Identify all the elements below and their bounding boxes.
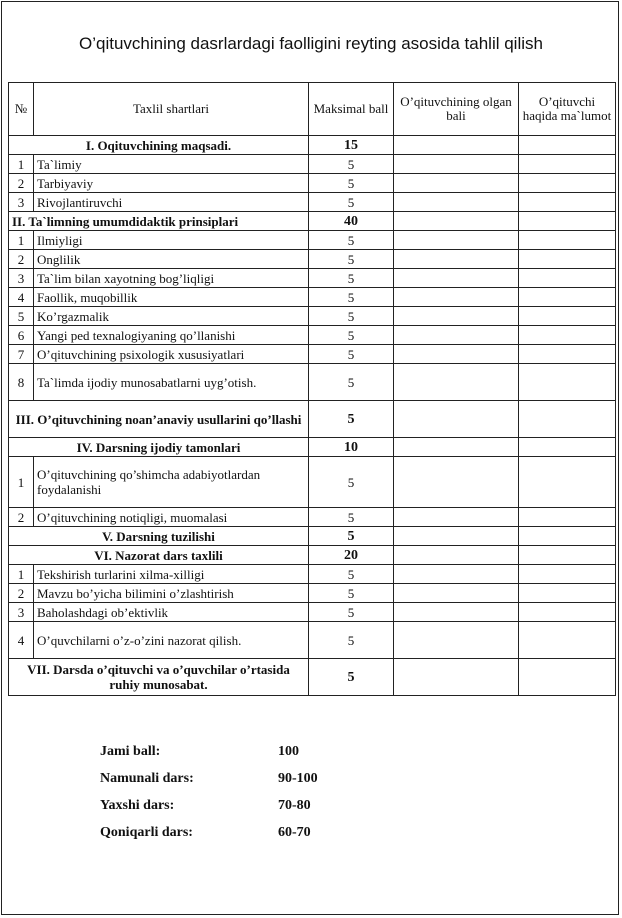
row-number: 1 — [9, 231, 34, 250]
criteria-label: Rivojlantiruvchi — [34, 193, 309, 212]
section-max-score: 5 — [309, 659, 394, 696]
teacher-info-cell — [519, 174, 616, 193]
teacher-score-cell — [394, 622, 519, 659]
teacher-info-cell — [519, 603, 616, 622]
criteria-label: O’qituvchining psixologik xususiyatlari — [34, 345, 309, 364]
summary-value: 90-100 — [278, 771, 318, 786]
teacher-score-cell — [394, 288, 519, 307]
teacher-score-cell — [394, 603, 519, 622]
max-score: 5 — [309, 603, 394, 622]
section-title: II. Ta`limning umumdidaktik prinsiplari — [9, 212, 309, 231]
criteria-row — [9, 622, 616, 659]
teacher-score-cell — [394, 136, 519, 155]
row-number: 3 — [9, 193, 34, 212]
summary-label: Qoniqarli dars: — [100, 825, 193, 840]
criteria-row — [9, 155, 616, 174]
section-row — [9, 401, 616, 438]
criteria-label: Mavzu bo’yicha bilimini o’zlashtirish — [34, 584, 309, 603]
header-teacher-score: O’qituvchining olgan bali — [394, 83, 519, 136]
criteria-row — [9, 584, 616, 603]
header-max-score: Maksimal ball — [309, 83, 394, 136]
summary-value: 70-80 — [278, 798, 311, 813]
section-max-score: 20 — [309, 546, 394, 565]
teacher-info-cell — [519, 401, 616, 438]
summary-value: 60-70 — [278, 825, 311, 840]
teacher-info-cell — [519, 231, 616, 250]
row-number: 8 — [9, 364, 34, 401]
teacher-info-cell — [519, 155, 616, 174]
row-number: 2 — [9, 250, 34, 269]
max-score: 5 — [309, 622, 394, 659]
summary-label: Jami ball: — [100, 744, 161, 759]
teacher-score-cell — [394, 401, 519, 438]
section-title: VII. Darsda o’qituvchi va o’quvchilar o’rtasida ruhiy munosabat. — [9, 659, 309, 696]
teacher-info-cell — [519, 584, 616, 603]
teacher-score-cell — [394, 212, 519, 231]
teacher-score-cell — [394, 174, 519, 193]
criteria-label: Ta`lim bilan xayotning bog’liqligi — [34, 269, 309, 288]
teacher-score-cell — [394, 508, 519, 527]
max-score: 5 — [309, 193, 394, 212]
criteria-row — [9, 307, 616, 326]
teacher-info-cell — [519, 438, 616, 457]
row-number: 2 — [9, 584, 34, 603]
max-score: 5 — [309, 565, 394, 584]
criteria-label: Tarbiyaviy — [34, 174, 309, 193]
teacher-info-cell — [519, 508, 616, 527]
teacher-score-cell — [394, 193, 519, 212]
table-body — [9, 136, 616, 696]
table-header-row — [9, 83, 616, 136]
section-max-score: 10 — [309, 438, 394, 457]
teacher-info-cell — [519, 527, 616, 546]
teacher-info-cell — [519, 250, 616, 269]
max-score: 5 — [309, 288, 394, 307]
criteria-row — [9, 565, 616, 584]
section-row — [9, 212, 616, 231]
criteria-row — [9, 193, 616, 212]
criteria-row — [9, 457, 616, 508]
teacher-info-cell — [519, 136, 616, 155]
teacher-score-cell — [394, 527, 519, 546]
teacher-info-cell — [519, 659, 616, 696]
teacher-score-cell — [394, 326, 519, 345]
section-row — [9, 136, 616, 155]
teacher-score-cell — [394, 364, 519, 401]
teacher-score-cell — [394, 546, 519, 565]
teacher-info-cell — [519, 622, 616, 659]
max-score: 5 — [309, 326, 394, 345]
teacher-info-cell — [519, 212, 616, 231]
row-number: 4 — [9, 288, 34, 307]
teacher-info-cell — [519, 307, 616, 326]
summary-label: Yaxshi dars: — [100, 798, 175, 813]
row-number: 3 — [9, 269, 34, 288]
teacher-info-cell — [519, 457, 616, 508]
max-score: 5 — [309, 345, 394, 364]
section-max-score: 5 — [309, 527, 394, 546]
row-number: 2 — [9, 174, 34, 193]
criteria-row — [9, 231, 616, 250]
score-summary — [100, 744, 400, 852]
criteria-label: O’quvchilarni o’z-o’zini nazorat qilish. — [34, 622, 309, 659]
section-title: V. Darsning tuzilishi — [9, 527, 309, 546]
teacher-score-cell — [394, 457, 519, 508]
max-score: 5 — [309, 457, 394, 508]
header-teacher-info: O’qituvchi haqida ma`lumot — [519, 83, 616, 136]
criteria-label: O’qituvchining notiqligi, muomalasi — [34, 508, 309, 527]
teacher-score-cell — [394, 659, 519, 696]
summary-row — [100, 771, 400, 798]
summary-row — [100, 798, 400, 825]
max-score: 5 — [309, 584, 394, 603]
criteria-row — [9, 345, 616, 364]
row-number: 4 — [9, 622, 34, 659]
criteria-label: Ko’rgazmalik — [34, 307, 309, 326]
header-criteria: Taxlil shartlari — [34, 83, 309, 136]
criteria-label: O’qituvchining qo’shimcha adabiyotlardan foydalanishi — [34, 457, 309, 508]
teacher-info-cell — [519, 364, 616, 401]
summary-value: 100 — [278, 744, 299, 759]
header-number: № — [9, 83, 34, 136]
teacher-info-cell — [519, 345, 616, 364]
row-number: 1 — [9, 457, 34, 508]
max-score: 5 — [309, 250, 394, 269]
max-score: 5 — [309, 307, 394, 326]
section-max-score: 5 — [309, 401, 394, 438]
section-row — [9, 527, 616, 546]
criteria-label: Ta`limda ijodiy munosabatlarni uyg’otish. — [34, 364, 309, 401]
section-title: III. O’qituvchining noan’anaviy usullarini qo’llashi — [9, 401, 309, 438]
teacher-score-cell — [394, 584, 519, 603]
row-number: 7 — [9, 345, 34, 364]
criteria-label: Baholashdagi ob’ektivlik — [34, 603, 309, 622]
teacher-score-cell — [394, 565, 519, 584]
criteria-row — [9, 326, 616, 345]
max-score: 5 — [309, 174, 394, 193]
teacher-info-cell — [519, 326, 616, 345]
row-number: 5 — [9, 307, 34, 326]
row-number: 1 — [9, 565, 34, 584]
teacher-info-cell — [519, 288, 616, 307]
section-row — [9, 659, 616, 696]
criteria-label: Onglilik — [34, 250, 309, 269]
criteria-row — [9, 288, 616, 307]
criteria-row — [9, 364, 616, 401]
section-max-score: 40 — [309, 212, 394, 231]
summary-row — [100, 825, 400, 852]
summary-row — [100, 744, 400, 771]
criteria-row — [9, 603, 616, 622]
criteria-label: Ta`limiy — [34, 155, 309, 174]
row-number: 2 — [9, 508, 34, 527]
row-number: 6 — [9, 326, 34, 345]
section-max-score: 15 — [309, 136, 394, 155]
teacher-score-cell — [394, 269, 519, 288]
criteria-row — [9, 174, 616, 193]
criteria-label: Tekshirish turlarini xilma-xilligi — [34, 565, 309, 584]
summary-label: Namunali dars: — [100, 771, 194, 786]
section-title: VI. Nazorat dars taxlili — [9, 546, 309, 565]
max-score: 5 — [309, 364, 394, 401]
teacher-score-cell — [394, 345, 519, 364]
criteria-label: Faollik, muqobillik — [34, 288, 309, 307]
teacher-score-cell — [394, 250, 519, 269]
row-number: 3 — [9, 603, 34, 622]
max-score: 5 — [309, 155, 394, 174]
teacher-score-cell — [394, 155, 519, 174]
section-row — [9, 546, 616, 565]
row-number: 1 — [9, 155, 34, 174]
max-score: 5 — [309, 269, 394, 288]
teacher-info-cell — [519, 565, 616, 584]
criteria-row — [9, 269, 616, 288]
page-title: O’qituvchining dasrlardagi faolligini reyting asosida tahlil qilish — [79, 34, 543, 53]
teacher-info-cell — [519, 269, 616, 288]
criteria-label: Yangi ped texnalogiyaning qo’llanishi — [34, 326, 309, 345]
criteria-row — [9, 508, 616, 527]
criteria-label: Ilmiyligi — [34, 231, 309, 250]
teacher-score-cell — [394, 307, 519, 326]
criteria-row — [9, 250, 616, 269]
teacher-score-cell — [394, 438, 519, 457]
teacher-info-cell — [519, 193, 616, 212]
max-score: 5 — [309, 231, 394, 250]
teacher-info-cell — [519, 546, 616, 565]
section-title: IV. Darsning ijodiy tamonlari — [9, 438, 309, 457]
max-score: 5 — [309, 508, 394, 527]
section-title: I. Oqituvchining maqsadi. — [9, 136, 309, 155]
section-row — [9, 438, 616, 457]
rating-table — [8, 82, 616, 696]
teacher-score-cell — [394, 231, 519, 250]
